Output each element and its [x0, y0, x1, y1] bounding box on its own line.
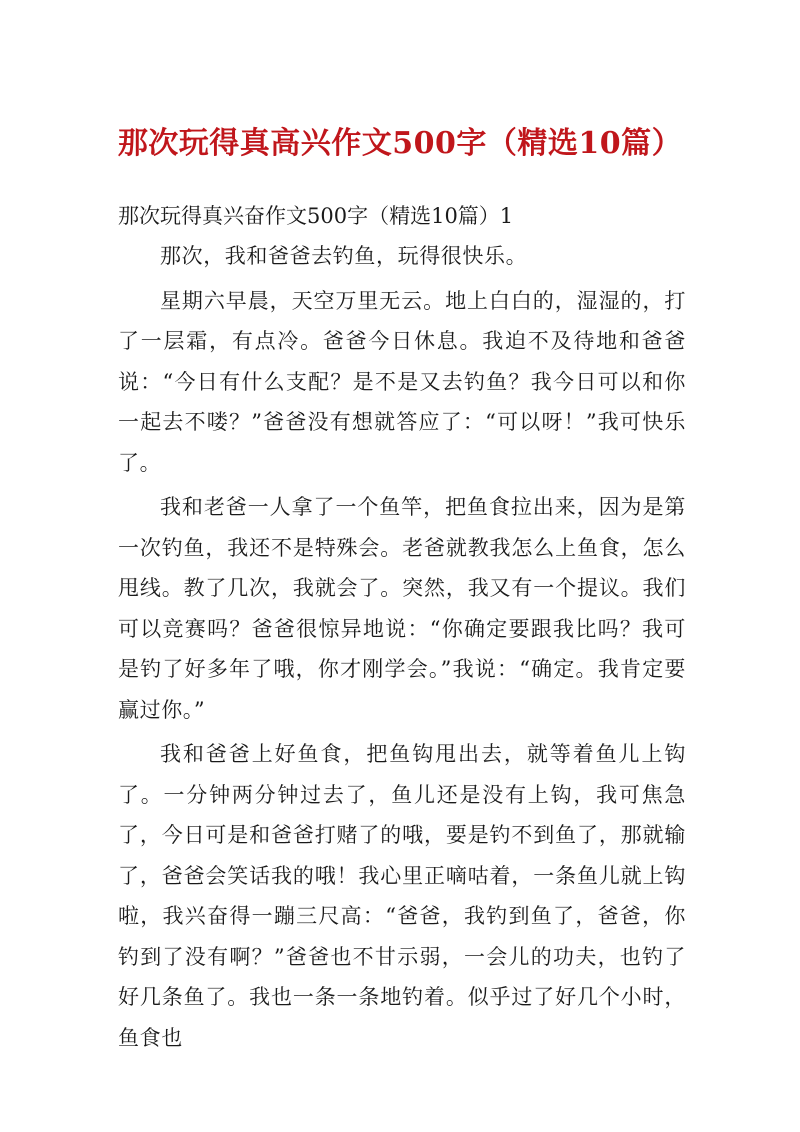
paragraph-1: 那次，我和爸爸去钓鱼，玩得很快乐。: [160, 244, 528, 268]
paragraph-2: 星期六早晨，天空万里无云。地上白白的，湿湿的，打了一层霜，有点冷。爸爸今日休息。我迫不及待地和爸爸说：“今日有什么支配？是不是又去钓鱼？我今日可以和你一起去不喽？”爸爸没有想就答应了：“可以呀！”我可快乐了。: [118, 288, 686, 475]
document-body: [118, 196, 686, 1058]
document-title: 那次玩得真高兴作文500字（精选10篇）: [117, 126, 683, 161]
paragraph-3: 我和老爸一人拿了一个鱼竿，把鱼食拉出来，因为是第一次钓鱼，我还不是特殊会。老爸就教我怎么上鱼食，怎么甩线。教了几次，我就会了。突然，我又有一个提议。我们可以竞赛吗？爸爸很惊异地说：“你确定要跟我比吗？我可是钓了好多年了哦，你才刚学会。”我说：“确定。我肯定要赢过你。”: [118, 495, 686, 722]
section-heading: 那次玩得真兴奋作文500字（精选10篇）1: [118, 204, 514, 228]
paragraph-4: 我和爸爸上好鱼食，把鱼钩甩出去，就等着鱼儿上钩了。一分钟两分钟过去了，鱼儿还是没有上钩，我可焦急了，今日可是和爸爸打赌了的哦，要是钓不到鱼了，那就输了，爸爸会笑话我的哦！我心里正嘀咕着，一条鱼儿就上钩啦，我兴奋得一蹦三尺高：“爸爸，我钓到鱼了，爸爸，你钓到了没有啊？”爸爸也不甘示弱，一会儿的功夫，也钓了好几条鱼了。我也一条一条地钓着。似乎过了好几个小时，鱼食也: [118, 742, 686, 1050]
